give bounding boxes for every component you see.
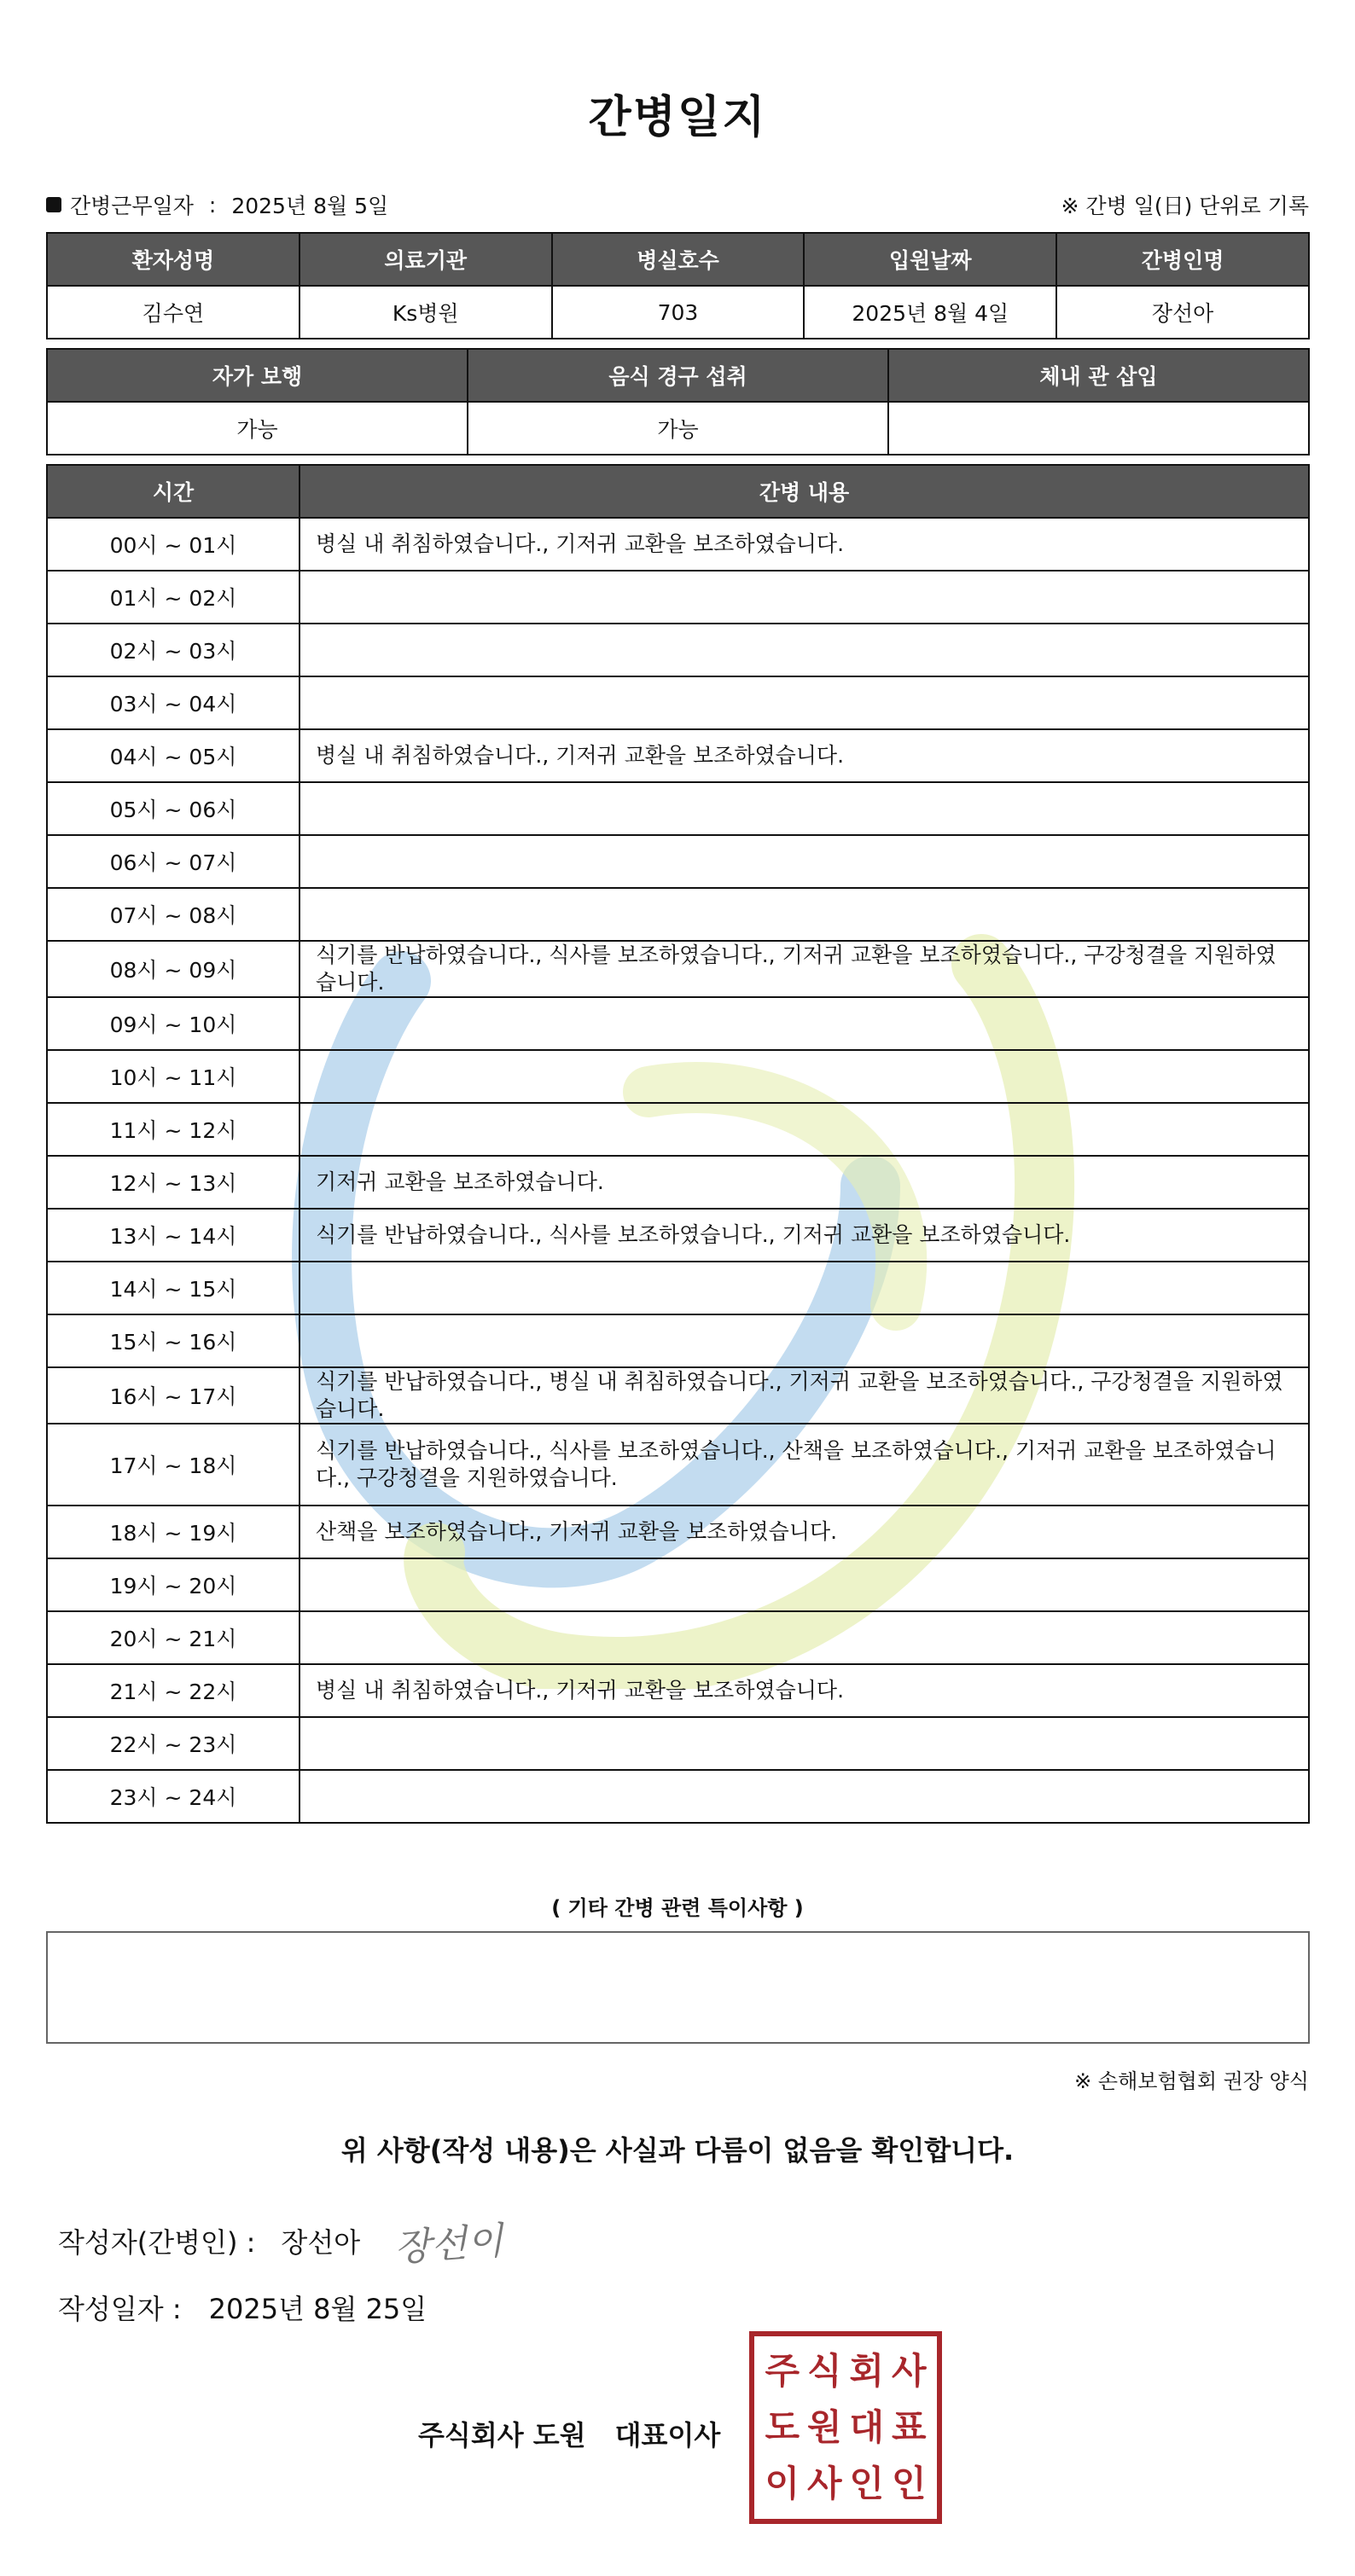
seal-character: 인 — [891, 2463, 927, 2504]
content-cell — [299, 676, 1309, 729]
table-row — [47, 782, 1309, 835]
time-cell: 03시 ~ 04시 — [47, 676, 299, 729]
work-date-value: 2025년 8월 5일 — [231, 194, 389, 218]
content-cell: 산책을 보조하였습니다., 기저귀 교환을 보조하였습니다. — [299, 1506, 1309, 1558]
table-row — [47, 835, 1309, 888]
content-cell — [299, 624, 1309, 676]
confirmation-statement: 위 사항(작성 내용)은 사실과 다름이 없음을 확인합니다. — [340, 2134, 1015, 2167]
table-row — [47, 888, 1309, 941]
table-row — [47, 1050, 1309, 1103]
time-cell: 23시 ~ 24시 — [47, 1770, 299, 1823]
seal-character: 대 — [849, 2406, 885, 2448]
header-self-walking: 자가 보행 — [47, 349, 468, 402]
record-unit-note: ※ 간병 일(日) 단위로 기록 — [1061, 194, 1309, 218]
content-cell — [299, 782, 1309, 835]
seal-character: 이 — [765, 2463, 800, 2504]
content-cell: 병실 내 취침하였습니다., 기저귀 교환을 보조하였습니다. — [299, 1664, 1309, 1717]
table-row — [47, 941, 1309, 997]
content-cell — [299, 1103, 1309, 1156]
time-cell: 12시 ~ 13시 — [47, 1156, 299, 1209]
room-number: 703 — [552, 286, 805, 339]
header-tube-insertion: 체내 관 삽입 — [888, 349, 1309, 402]
time-cell: 02시 ~ 03시 — [47, 624, 299, 676]
seal-characters — [761, 2343, 930, 2512]
seal-character: 인 — [849, 2463, 885, 2504]
company-row — [418, 2414, 720, 2453]
writer-name: 장선아 — [281, 2226, 361, 2259]
representative-title: 대표이사 — [614, 2419, 721, 2451]
content-cell — [299, 1770, 1309, 1823]
content-cell: 병실 내 취침하였습니다., 기저귀 교환을 보조하였습니다. — [299, 518, 1309, 571]
table-row — [47, 729, 1309, 782]
company-name: 주식회사 도원 — [418, 2419, 586, 2451]
work-date — [46, 189, 388, 220]
header-care-content: 간병 내용 — [299, 465, 1309, 518]
table-row — [47, 571, 1309, 624]
content-cell — [299, 571, 1309, 624]
work-date-label: 간병근무일자 — [70, 194, 194, 218]
table-row — [47, 1209, 1309, 1262]
colon: : — [208, 192, 217, 218]
header-oral-intake: 음식 경구 섭취 — [468, 349, 888, 402]
header-admission-date: 입원날짜 — [804, 233, 1056, 286]
seal-character: 회 — [849, 2350, 885, 2392]
header-time: 시간 — [47, 465, 299, 518]
care-log-table — [46, 464, 1310, 1824]
table-row — [47, 1424, 1309, 1506]
seal-character: 주 — [765, 2350, 800, 2392]
bullet-icon — [46, 197, 61, 212]
time-cell: 15시 ~ 16시 — [47, 1314, 299, 1367]
patient-info-table — [46, 232, 1310, 339]
seal-character: 표 — [891, 2406, 927, 2448]
table-row — [47, 518, 1309, 571]
content-cell: 식기를 반납하였습니다., 식사를 보조하였습니다., 기저귀 교환을 보조하였습니다., 구강청결을 지원하였습니다. — [299, 941, 1309, 997]
time-cell: 05시 ~ 06시 — [47, 782, 299, 835]
content-cell — [299, 1717, 1309, 1770]
content-cell: 식기를 반납하였습니다., 식사를 보조하였습니다., 기저귀 교환을 보조하였습니다. — [299, 1209, 1309, 1262]
writer-label: 작성자(간병인) : — [58, 2226, 256, 2259]
table-row — [47, 1506, 1309, 1558]
content-cell — [299, 1611, 1309, 1664]
table-row — [47, 1770, 1309, 1823]
time-cell: 14시 ~ 15시 — [47, 1262, 299, 1314]
table-row — [47, 1664, 1309, 1717]
time-cell: 13시 ~ 14시 — [47, 1209, 299, 1262]
time-cell: 18시 ~ 19시 — [47, 1506, 299, 1558]
hospital: Ks병원 — [299, 286, 552, 339]
meta-row — [46, 189, 1309, 218]
table-row — [47, 1717, 1309, 1770]
time-cell: 21시 ~ 22시 — [47, 1664, 299, 1717]
seal-character: 사 — [806, 2463, 842, 2504]
content-cell: 병실 내 취침하였습니다., 기저귀 교환을 보조하였습니다. — [299, 729, 1309, 782]
time-cell: 06시 ~ 07시 — [47, 835, 299, 888]
written-date-label: 작성일자 : — [58, 2293, 182, 2325]
company-seal-stamp — [749, 2331, 942, 2524]
time-cell: 19시 ~ 20시 — [47, 1558, 299, 1611]
table-row — [47, 676, 1309, 729]
caregiver-name: 장선아 — [1056, 286, 1309, 339]
table-row — [47, 1611, 1309, 1664]
content-cell — [299, 1262, 1309, 1314]
notes-title: ( 기타 간병 관련 특이사항 ) — [551, 1896, 804, 1920]
association-note: ※ 손해보험협회 권장 양식 — [1074, 2069, 1309, 2093]
content-cell: 식기를 반납하였습니다., 병실 내 취침하였습니다., 기저귀 교환을 보조하였습니다., 구강청결을 지원하였습니다. — [299, 1367, 1309, 1424]
notes-box[interactable] — [46, 1931, 1310, 2044]
header-patient-name: 환자성명 — [47, 233, 299, 286]
header-hospital: 의료기관 — [299, 233, 552, 286]
table-row — [47, 1156, 1309, 1209]
handwritten-signature: 장선이 — [393, 2219, 505, 2271]
self-walking-value: 가능 — [47, 402, 468, 455]
tube-insertion-value — [888, 402, 1309, 455]
content-cell — [299, 888, 1309, 941]
time-cell: 16시 ~ 17시 — [47, 1367, 299, 1424]
content-cell — [299, 1314, 1309, 1367]
seal-character: 식 — [806, 2350, 842, 2392]
table-row — [47, 997, 1309, 1050]
header-caregiver-name: 간병인명 — [1056, 233, 1309, 286]
header-room: 병실호수 — [552, 233, 805, 286]
table-row — [47, 624, 1309, 676]
time-cell: 09시 ~ 10시 — [47, 997, 299, 1050]
document-title: 간병일지 — [588, 92, 767, 143]
patient-ability-table — [46, 348, 1310, 455]
content-cell — [299, 997, 1309, 1050]
time-cell: 01시 ~ 02시 — [47, 571, 299, 624]
content-cell: 식기를 반납하였습니다., 식사를 보조하였습니다., 산책을 보조하였습니다., 기저귀 교환을 보조하였습니다., 구강청결을 지원하였습니다. — [299, 1424, 1309, 1506]
writer-row — [58, 2219, 505, 2271]
table-row — [47, 1314, 1309, 1367]
content-cell — [299, 835, 1309, 888]
time-cell: 07시 ~ 08시 — [47, 888, 299, 941]
seal-character: 사 — [891, 2350, 927, 2392]
seal-character: 도 — [765, 2406, 800, 2448]
table-row — [47, 1558, 1309, 1611]
content-cell: 기저귀 교환을 보조하였습니다. — [299, 1156, 1309, 1209]
content-cell — [299, 1050, 1309, 1103]
time-cell: 10시 ~ 11시 — [47, 1050, 299, 1103]
table-row — [47, 1103, 1309, 1156]
content-cell — [299, 1558, 1309, 1611]
time-cell: 22시 ~ 23시 — [47, 1717, 299, 1770]
time-cell: 08시 ~ 09시 — [47, 941, 299, 997]
patient-name: 김수연 — [47, 286, 299, 339]
time-cell: 04시 ~ 05시 — [47, 729, 299, 782]
time-cell: 11시 ~ 12시 — [47, 1103, 299, 1156]
admission-date: 2025년 8월 4일 — [804, 286, 1056, 339]
oral-intake-value: 가능 — [468, 402, 888, 455]
seal-character: 원 — [806, 2406, 842, 2448]
written-date-row — [58, 2288, 427, 2327]
table-row — [47, 1262, 1309, 1314]
table-row — [47, 1367, 1309, 1424]
time-cell: 00시 ~ 01시 — [47, 518, 299, 571]
time-cell: 20시 ~ 21시 — [47, 1611, 299, 1664]
written-date-value: 2025년 8월 25일 — [208, 2293, 427, 2325]
time-cell: 17시 ~ 18시 — [47, 1424, 299, 1506]
